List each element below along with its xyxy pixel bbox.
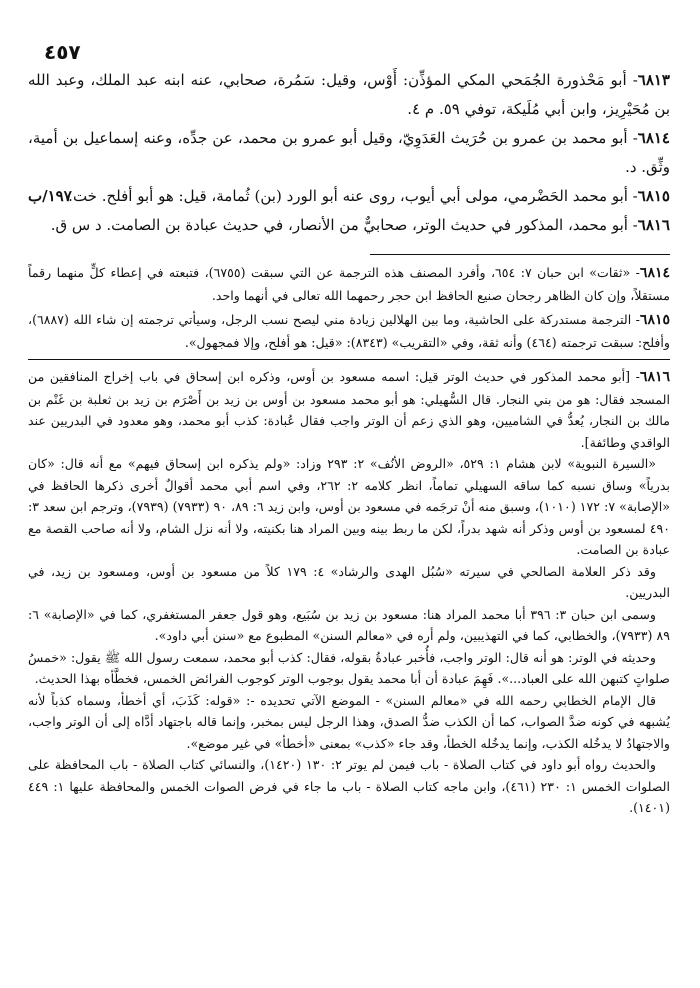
- entry-6816: [28, 211, 670, 240]
- entry-number: ٦٨١٦: [637, 216, 670, 234]
- footnote-paragraph: وحديثه في الوتر: هو أنه قال: الوتر واجب، فأُخبر عبادةُ بقوله، فقال: كذب أبو محمد، سمعت رسول الله ﷺ يقول: «خمسُ صلواتٍ كتبهن الله على العباد...». فَهِمَ عبادة أن أبا محمد يقول بوجوب الوتر كوجوب الفرائض الخمس، فخطَّأه بهذا الحديث.: [28, 649, 670, 686]
- footnote-6814: [28, 262, 670, 306]
- footnote-paragraph: وقد ذكر العلامة الصالحي في سيرته «سُبُل الهدى والرشاد» ٤: ١٧٩ كلاً من مسعود بن أوس، ومسعود بن زيد، في البدريين.: [28, 563, 670, 600]
- entry-text: - أبو محمد بن عمرو بن حُرَيث العَدَوِيّ، وقيل أبو عمرو بن محمد، عن جدِّه، وعنه إسماعيل بن أمية، وثِّق. د.: [28, 129, 670, 176]
- footnote-text: - الترجمة مستدركة على الحاشية، وما بين الهلالين زيادة مني ليصح نسب الرجل، وسيأتي ترجمته إن شاء الله (٦٨٨٧)، وأفلح: سبقت ترجمته (٤٦٤) وأنه ثقة، وفي «التقريب» (٨٣٤٣): «قيل: هو أفلح، وإلا فمجهول».: [28, 312, 670, 350]
- footnote-text: - «ثقات» ابن حبان ٧: ٦٥٤، وأفرد المصنف هذه الترجمة عن التي سبقت (٦٧٥٥)، فتبعته في إعطاء كلٍّ منهما رقماً مستقلاً، وإن كان الظاهر رجحان صنيع الحافظ ابن حجر رحمهما الله تعالى في أنهما واحد.: [28, 265, 670, 303]
- page-number: ٤٥٧: [44, 40, 81, 64]
- footnote-6816: [28, 366, 670, 819]
- footnote-divider: [370, 254, 670, 255]
- entry-number: ٦٨١٥: [637, 187, 670, 205]
- footnote-number: ٦٨١٦: [639, 369, 670, 385]
- footnote-separator: [28, 359, 670, 360]
- footnote-paragraph: وسمى ابن حبان ٣: ٣٩٦ أبا محمد المراد هنا: مسعود بن زيد بن سُبَيع، وهو قول جعفر المستغفري، كما في «الإصابة» ٦: ٨٩ (٧٩٣٣)، والخطابي، كما في التهذيبين، ولم أره في «معالم السنن» المطبوع مع «سنن أبي داود».: [28, 606, 670, 643]
- main-text: [28, 66, 670, 240]
- footnote-number: ٦٨١٥: [639, 312, 670, 328]
- footnote-number: ٦٨١٤: [639, 265, 670, 281]
- footnotes: [28, 262, 670, 822]
- entry-number: ٦٨١٣: [637, 71, 670, 89]
- entry-text: - أبو محمد الحَضْرمي، مولى أبي أيوب، روى عنه أبو الورد (بن) ثُمامة، قيل: هو أبو أفلح. خت.: [68, 187, 638, 205]
- entry-text: - أبو محمد، المذكور في حديث الوتر، صحابيٌّ من الأنصار، في حديث عبادة بن الصامت. د س ق.: [50, 216, 638, 234]
- footnote-paragraph: «السيرة النبوية» لابن هشام ١: ٥٢٩، «الروض الأنُف» ٢: ٢٩٣ وزاد: «ولم يذكره ابن إسحاق فيهم» مع أنه قال: «كان بدرياً» وساق نسبه كما ساقه السهيلي تماماً، انظر كلامه ٢: ٢٦٢، وفي اسم أبي محمد أقوالٌ أخرى ذكرها الحافظ في «الإصابة» ٧: ١٧٢ (١٠١٠)، وسبق منه أنْ ترجَمه في مسعود بن أوس، وابن زيد ٦: ٨٩، ٩٠ (٧٩٣٣) (٧٩٣٩)، وترجم ابن سعد ٣: ٤٩٠ لمسعود بن أوس وذكر أنه شهد بدراً، لكن ما ربط بينه وبين المراد هنا بكنيته، ولا أنه نزل الشام، ولا أنه صاحب القصة مع عبادة بن الصامت.: [28, 456, 671, 557]
- entry-number: ٦٨١٤: [637, 129, 670, 147]
- entry-6813: [28, 66, 670, 124]
- footnote-paragraph: قال الإمام الخطابي رحمه الله في «معالم السنن» - الموضع الآتي تحديده -: «قوله: كَذَبَ، أي أخطأ، وسماه كذباً لأنه يُشبهه في كونه ضدَّ الصواب، كما أن الكذب ضدُّ الصدق، وهذا الرجل ليس بمخبر، وإنما قاله باجتهاد أدَّاه إلى أن الوتر واجب، والاجتهادُ لا يدخُله الكذب، وإنما يدخُله الخطأ، وقد جاء «كذب» بمعنى «أخطأ» في غير موضع».: [28, 692, 670, 751]
- manuscript-folio-ref: ١٩٧/ب: [28, 187, 72, 205]
- entry-text: - أبو مَحْذورة الجُمَحي المكي المؤذِّن: أَوْس، وقيل: سَمُرة، صحابي، عنه ابنه عبد الملك، وعبد الله بن مُحَيْرِيز، وابن أبي مُلَيكة، توفي ٥٩. م ٤.: [28, 71, 670, 118]
- footnote-paragraph: - [أبو محمد المذكور في حديث الوتر قيل: اسمه مسعود بن أوس، وذكره ابن إسحاق في باب إخراج المنافقين من المسجد فقال: هو من بني النجار. قال السُّهيلي: هو أبو محمد مسعود بن أوس بن زيد بن أَصْرَم بن زيد بن ثعلبة بن غَنْم بن مالك بن النجار، يُعدُّ في الشاميين، وهو الذي زعم أن الوتر واجب فقال عُبادة: كذب أبو محمد، وهو معدود في البدريين عند الواقدي وطائفة].: [28, 369, 670, 450]
- footnote-6815: [28, 309, 670, 353]
- entry-6814: [28, 124, 670, 182]
- footnote-paragraph: والحديث رواه أبو داود في كتاب الصلاة - باب فيمن لم يوتر ٢: ١٣٠ (١٤٢٠)، والنسائي كتاب الصلاة - باب المحافظة على الصلوات الخمس ١: ٢٣٠ (٤٦١)، وابن ماجه كتاب الصلاة - باب ما جاء في فرض الصوات الخمس والمحافظة عليها ١: ٤٤٩ (١٤٠١).: [28, 757, 670, 815]
- entry-6815: [28, 182, 670, 211]
